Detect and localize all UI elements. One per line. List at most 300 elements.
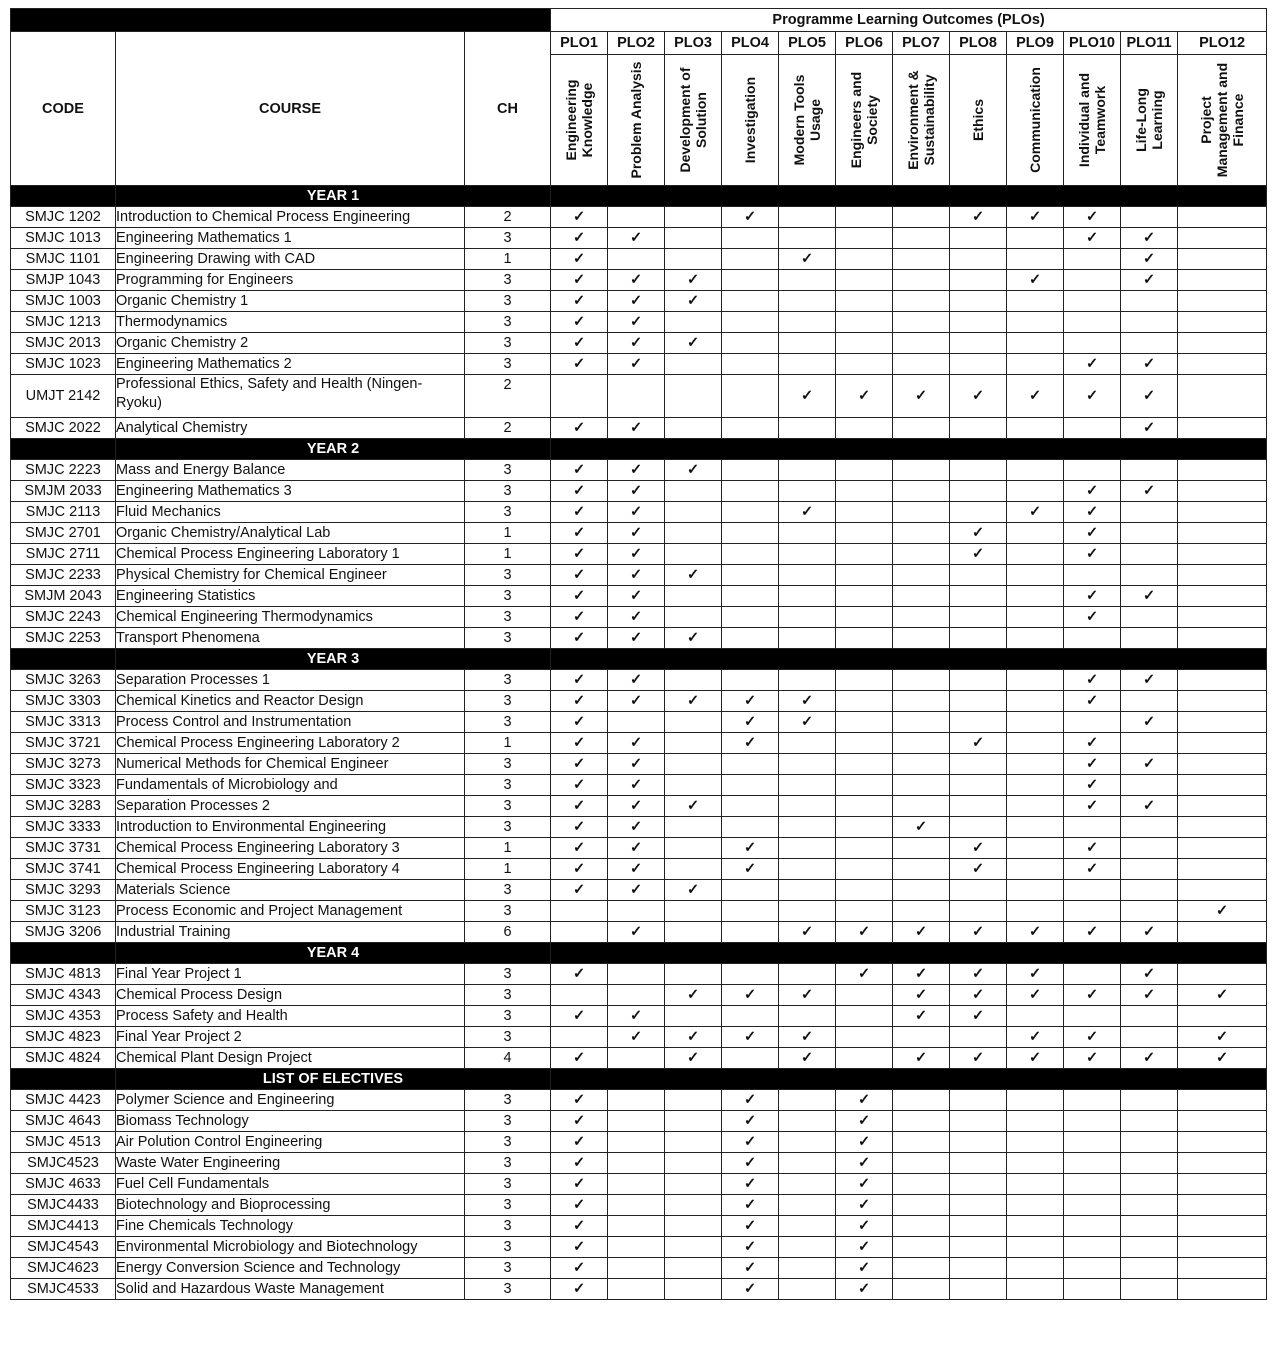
plo-cell: [779, 354, 836, 375]
course-code: SMJC 3333: [11, 817, 116, 838]
table-row: [11, 880, 1267, 901]
plo-cell: [1178, 544, 1267, 565]
plo-cell: [551, 985, 608, 1006]
plo-name-label: Development of Solution: [677, 67, 710, 173]
plo-cell: [665, 1279, 722, 1300]
plo-cell: [1121, 1006, 1178, 1027]
plo-cell: [779, 1006, 836, 1027]
checkmark-icon: ✓: [629, 356, 643, 372]
checkmark-icon: ✓: [1142, 1050, 1156, 1066]
plo-cell: [722, 901, 779, 922]
checkmark-icon: ✓: [572, 420, 586, 436]
plo-cell: [836, 817, 893, 838]
checkmark-icon: ✓: [1028, 388, 1042, 404]
plo-cell: [608, 249, 665, 270]
plo-name-header: [779, 55, 836, 186]
checkmark-icon: ✓: [1142, 672, 1156, 688]
course-code: SMJC 4353: [11, 1006, 116, 1027]
plo-cell: [551, 460, 608, 481]
plo-cell: [779, 1111, 836, 1132]
plo-cell: [608, 670, 665, 691]
plo-cell: [551, 1195, 608, 1216]
plo-cell: [1007, 1111, 1064, 1132]
plo-cell: [950, 754, 1007, 775]
checkmark-icon: ✓: [572, 819, 586, 835]
plo-cell: [1064, 775, 1121, 796]
course-column-header: COURSE: [116, 32, 465, 186]
plo-cell: [893, 1174, 950, 1195]
course-name: Analytical Chemistry: [116, 418, 465, 439]
plo-cell: [665, 670, 722, 691]
checkmark-icon: ✓: [1085, 861, 1099, 877]
checkmark-icon: ✓: [857, 1113, 871, 1129]
plo-cell: [551, 628, 608, 649]
plo-cell: [836, 1279, 893, 1300]
plo-cell: [1178, 607, 1267, 628]
plo-cell: [779, 733, 836, 754]
plo-cell: [551, 270, 608, 291]
credit-hours: 3: [465, 1174, 551, 1195]
checkmark-icon: ✓: [686, 567, 700, 583]
plo-name-header: [551, 55, 608, 186]
plo-cell: [665, 586, 722, 607]
plo-cell: [1064, 691, 1121, 712]
plo-cell: [551, 880, 608, 901]
section-spacer: [11, 186, 116, 207]
plo-cell: [722, 312, 779, 333]
plo-cell: [1178, 985, 1267, 1006]
plo-cell: [1178, 1258, 1267, 1279]
plo-cell: [950, 628, 1007, 649]
plo-cell: [950, 859, 1007, 880]
plo-cell: [1178, 1195, 1267, 1216]
plo-cell: [1121, 544, 1178, 565]
plo-cell: [893, 249, 950, 270]
plo-cell: [1007, 228, 1064, 249]
course-code: SMJC 3303: [11, 691, 116, 712]
plo-cell: [1121, 1048, 1178, 1069]
plo-cell: [665, 1174, 722, 1195]
plo-cell: [722, 796, 779, 817]
checkmark-icon: ✓: [743, 209, 757, 225]
plo-cell: [722, 838, 779, 859]
plo-cell: [836, 460, 893, 481]
plo-cell: [551, 1090, 608, 1111]
checkmark-icon: ✓: [971, 1050, 985, 1066]
plo-cell: [665, 1237, 722, 1258]
plo-cell: [950, 460, 1007, 481]
plo-cell: [1121, 354, 1178, 375]
checkmark-icon: ✓: [743, 1155, 757, 1171]
checkmark-icon: ✓: [629, 546, 643, 562]
checkmark-icon: ✓: [629, 567, 643, 583]
checkmark-icon: ✓: [1216, 1029, 1229, 1045]
plo-cell: [836, 712, 893, 733]
plo-cell: [950, 481, 1007, 502]
checkmark-icon: ✓: [572, 714, 586, 730]
course-name: Thermodynamics: [116, 312, 465, 333]
plo-cell: [1121, 733, 1178, 754]
plo-cell: [665, 985, 722, 1006]
course-name: Chemical Kinetics and Reactor Design: [116, 691, 465, 712]
plo-cell: [1178, 565, 1267, 586]
table-row: [11, 628, 1267, 649]
plo-cell: [551, 1237, 608, 1258]
plo-cell: [779, 418, 836, 439]
plo-cell: [893, 796, 950, 817]
checkmark-icon: ✓: [572, 209, 586, 225]
plo-cell: [1121, 207, 1178, 228]
table-header: [11, 9, 1267, 186]
plo-cell: [1064, 1258, 1121, 1279]
plo-cell: [1007, 754, 1064, 775]
plo-cell: [779, 375, 836, 418]
plo-cell: [1178, 1216, 1267, 1237]
plo-cell: [665, 565, 722, 586]
plo-cell: [1007, 922, 1064, 943]
plo-cell: [1178, 691, 1267, 712]
course-code: SMJC 4824: [11, 1048, 116, 1069]
course-name: Separation Processes 2: [116, 796, 465, 817]
section-header-row: [11, 649, 1267, 670]
plo-cell: [722, 249, 779, 270]
plo-cell: [893, 1237, 950, 1258]
section-filler: [551, 439, 1267, 460]
plo-cell: [665, 207, 722, 228]
course-code: UMJT 2142: [11, 375, 116, 418]
course-name: Engineering Mathematics 3: [116, 481, 465, 502]
plo-cell: [608, 228, 665, 249]
credit-hours: 3: [465, 502, 551, 523]
plo-cell: [1121, 691, 1178, 712]
plo-cell: [1064, 1090, 1121, 1111]
plo-cell: [665, 1153, 722, 1174]
plo-cell: [893, 1216, 950, 1237]
checkmark-icon: ✓: [629, 272, 643, 288]
plo-cell: [950, 565, 1007, 586]
plo-cell: [608, 1237, 665, 1258]
checkmark-icon: ✓: [686, 462, 700, 478]
plo-cell: [950, 964, 1007, 985]
plo-cell: [893, 291, 950, 312]
plo-cell: [1178, 460, 1267, 481]
plo-cell: [1064, 291, 1121, 312]
course-code: SMJC 3283: [11, 796, 116, 817]
checkmark-icon: ✓: [1142, 230, 1156, 246]
checkmark-icon: ✓: [629, 314, 643, 330]
course-name: Biotechnology and Bioprocessing: [116, 1195, 465, 1216]
plo-cell: [779, 817, 836, 838]
plo-cell: [1007, 586, 1064, 607]
plo-cell: [665, 523, 722, 544]
plo-name-label: Individual and Teamwork: [1076, 72, 1109, 168]
checkmark-icon: ✓: [971, 735, 985, 751]
checkmark-icon: ✓: [1142, 356, 1156, 372]
plo-name-label: Communication: [1027, 67, 1044, 173]
course-code: SMJC 1101: [11, 249, 116, 270]
plo-cell: [950, 354, 1007, 375]
plo-cell: [608, 544, 665, 565]
plo-cell: [665, 1048, 722, 1069]
plo-cell: [1121, 607, 1178, 628]
table-row: [11, 607, 1267, 628]
plo-cell: [1007, 1006, 1064, 1027]
checkmark-icon: ✓: [857, 1134, 871, 1150]
plo-cell: [836, 312, 893, 333]
checkmark-icon: ✓: [1142, 714, 1156, 730]
table-row: [11, 291, 1267, 312]
plo-cell: [1121, 1111, 1178, 1132]
header-black-block: [11, 9, 551, 32]
plo-cell: [1178, 1048, 1267, 1069]
credit-hours: 3: [465, 691, 551, 712]
plo-cell: [722, 544, 779, 565]
section-filler: [551, 1069, 1267, 1090]
plo-cell: [893, 1048, 950, 1069]
plo-cell: [551, 418, 608, 439]
checkmark-icon: ✓: [572, 882, 586, 898]
course-code: SMJC4623: [11, 1258, 116, 1279]
plo-cell: [893, 1111, 950, 1132]
checkmark-icon: ✓: [857, 1092, 871, 1108]
course-code: SMJC4543: [11, 1237, 116, 1258]
plo-cell: [836, 796, 893, 817]
plo-cell: [1121, 270, 1178, 291]
plo-cell: [893, 1195, 950, 1216]
plo-cell: [608, 775, 665, 796]
plo-cell: [1121, 1258, 1178, 1279]
checkmark-icon: ✓: [914, 966, 928, 982]
plo-cell: [608, 796, 665, 817]
course-name: Engineering Drawing with CAD: [116, 249, 465, 270]
plo-cell: [1178, 817, 1267, 838]
checkmark-icon: ✓: [686, 798, 700, 814]
plo-cell: [1121, 333, 1178, 354]
course-name: Energy Conversion Science and Technology: [116, 1258, 465, 1279]
plo-cell: [1007, 964, 1064, 985]
plo-cell: [665, 228, 722, 249]
course-code: SMJC4523: [11, 1153, 116, 1174]
plo-cell: [665, 333, 722, 354]
plo-cell: [950, 607, 1007, 628]
checkmark-icon: ✓: [1028, 987, 1042, 1003]
course-code: SMJC 4423: [11, 1090, 116, 1111]
plo-cell: [1121, 1195, 1178, 1216]
checkmark-icon: ✓: [857, 1218, 871, 1234]
plo-cell: [779, 544, 836, 565]
plo-cell: [893, 607, 950, 628]
plo-cell: [665, 859, 722, 880]
checkmark-icon: ✓: [1142, 588, 1156, 604]
table-row: [11, 1090, 1267, 1111]
course-name: Industrial Training: [116, 922, 465, 943]
table-row: [11, 733, 1267, 754]
checkmark-icon: ✓: [1028, 209, 1042, 225]
plo-cell: [836, 270, 893, 291]
plo-cell: [779, 628, 836, 649]
table-row: [11, 1132, 1267, 1153]
section-spacer: [11, 439, 116, 460]
checkmark-icon: ✓: [1085, 209, 1099, 225]
plo-cell: [551, 1279, 608, 1300]
table-row: [11, 796, 1267, 817]
credit-hours: 1: [465, 859, 551, 880]
course-name: Engineering Mathematics 2: [116, 354, 465, 375]
checkmark-icon: ✓: [572, 1155, 586, 1171]
plo-name-label: Problem Analysis: [628, 61, 645, 179]
plo-cell: [665, 880, 722, 901]
plo-cell: [722, 733, 779, 754]
plo-cell: [1121, 838, 1178, 859]
course-name: Fuel Cell Fundamentals: [116, 1174, 465, 1195]
plo-cell: [608, 1153, 665, 1174]
plo-cell: [665, 754, 722, 775]
plo-cell: [665, 1216, 722, 1237]
plo-cell: [608, 838, 665, 859]
checkmark-icon: ✓: [1085, 987, 1099, 1003]
checkmark-icon: ✓: [572, 314, 586, 330]
table-row: [11, 270, 1267, 291]
credit-hours: 3: [465, 775, 551, 796]
plo-cell: [779, 586, 836, 607]
plo-cell: [1007, 1090, 1064, 1111]
plo-name-label: Environment & Sustainability: [905, 70, 938, 170]
plo-cell: [950, 901, 1007, 922]
plo-cell: [893, 922, 950, 943]
course-name: Numerical Methods for Chemical Engineer: [116, 754, 465, 775]
checkmark-icon: ✓: [572, 588, 586, 604]
plo-cell: [950, 1048, 1007, 1069]
credit-hours: 1: [465, 838, 551, 859]
checkmark-icon: ✓: [686, 1029, 700, 1045]
credit-hours: 3: [465, 228, 551, 249]
plo-cell: [551, 1048, 608, 1069]
plo-cell: [836, 1048, 893, 1069]
plo-cell: [1064, 502, 1121, 523]
checkmark-icon: ✓: [743, 1260, 757, 1276]
plo-cell: [551, 1216, 608, 1237]
section-spacer: [11, 1069, 116, 1090]
plo-id-row: [11, 32, 1267, 55]
credit-hours: 3: [465, 1216, 551, 1237]
plo-cell: [893, 838, 950, 859]
plo-cell: [779, 607, 836, 628]
checkmark-icon: ✓: [914, 924, 928, 940]
plo-cell: [1178, 333, 1267, 354]
course-code: SMJM 2043: [11, 586, 116, 607]
plo-cell: [1007, 354, 1064, 375]
plo-id-header: PLO12: [1178, 32, 1267, 55]
plo-cell: [722, 1027, 779, 1048]
plo-cell: [608, 1279, 665, 1300]
course-name: Polymer Science and Engineering: [116, 1090, 465, 1111]
course-code: SMJC4413: [11, 1216, 116, 1237]
plo-cell: [1007, 375, 1064, 418]
course-code: SMJC4433: [11, 1195, 116, 1216]
plo-cell: [551, 1258, 608, 1279]
table-row: [11, 375, 1267, 418]
plo-cell: [893, 333, 950, 354]
plo-cell: [1178, 418, 1267, 439]
table-row: [11, 1216, 1267, 1237]
checkmark-icon: ✓: [572, 840, 586, 856]
plo-cell: [665, 964, 722, 985]
checkmark-icon: ✓: [1085, 356, 1099, 372]
plo-cell: [551, 375, 608, 418]
plo-cell: [1178, 1132, 1267, 1153]
checkmark-icon: ✓: [572, 1197, 586, 1213]
plo-cell: [722, 418, 779, 439]
plo-cell: [950, 523, 1007, 544]
course-name: Fine Chemicals Technology: [116, 1216, 465, 1237]
plo-name-label: Modern Tools Usage: [791, 74, 824, 166]
plo-cell: [665, 270, 722, 291]
section-title: YEAR 4: [116, 943, 551, 964]
plo-cell: [836, 354, 893, 375]
plo-cell: [1064, 1279, 1121, 1300]
plo-cell: [893, 354, 950, 375]
plo-cell: [1178, 796, 1267, 817]
plo-cell: [665, 712, 722, 733]
credit-hours: 3: [465, 901, 551, 922]
plo-cell: [950, 249, 1007, 270]
plo-cell: [1007, 1258, 1064, 1279]
plo-cell: [836, 754, 893, 775]
plo-name-label: Life-Long Learning: [1133, 88, 1166, 152]
plo-cell: [722, 1111, 779, 1132]
plo-name-header: [608, 55, 665, 186]
plo-cell: [779, 228, 836, 249]
plo-cell: [551, 481, 608, 502]
plo-cell: [1121, 502, 1178, 523]
plo-cell: [608, 607, 665, 628]
plo-cell: [950, 375, 1007, 418]
checkmark-icon: ✓: [1085, 693, 1099, 709]
ch-column-header: CH: [465, 32, 551, 186]
plo-cell: [1121, 1279, 1178, 1300]
section-title: YEAR 2: [116, 439, 551, 460]
checkmark-icon: ✓: [1216, 1050, 1229, 1066]
plo-cell: [665, 375, 722, 418]
checkmark-icon: ✓: [572, 1008, 586, 1024]
plo-cell: [950, 1111, 1007, 1132]
plo-cell: [1064, 754, 1121, 775]
plo-cell: [722, 1174, 779, 1195]
checkmark-icon: ✓: [800, 504, 814, 520]
plo-cell: [722, 817, 779, 838]
credit-hours: 3: [465, 985, 551, 1006]
plo-cell: [551, 1027, 608, 1048]
checkmark-icon: ✓: [572, 672, 586, 688]
credit-hours: 1: [465, 544, 551, 565]
course-name: Materials Science: [116, 880, 465, 901]
checkmark-icon: ✓: [1142, 798, 1156, 814]
plo-cell: [722, 670, 779, 691]
plo-id-header: PLO1: [551, 32, 608, 55]
plo-cell: [1121, 1153, 1178, 1174]
plo-cell: [950, 838, 1007, 859]
plo-cell: [779, 922, 836, 943]
credit-hours: 3: [465, 880, 551, 901]
plo-cell: [665, 817, 722, 838]
course-name: Transport Phenomena: [116, 628, 465, 649]
plo-cell: [893, 901, 950, 922]
plo-cell: [1007, 418, 1064, 439]
course-code: SMJC 3293: [11, 880, 116, 901]
checkmark-icon: ✓: [857, 1197, 871, 1213]
plo-cell: [551, 754, 608, 775]
plo-cell: [608, 733, 665, 754]
